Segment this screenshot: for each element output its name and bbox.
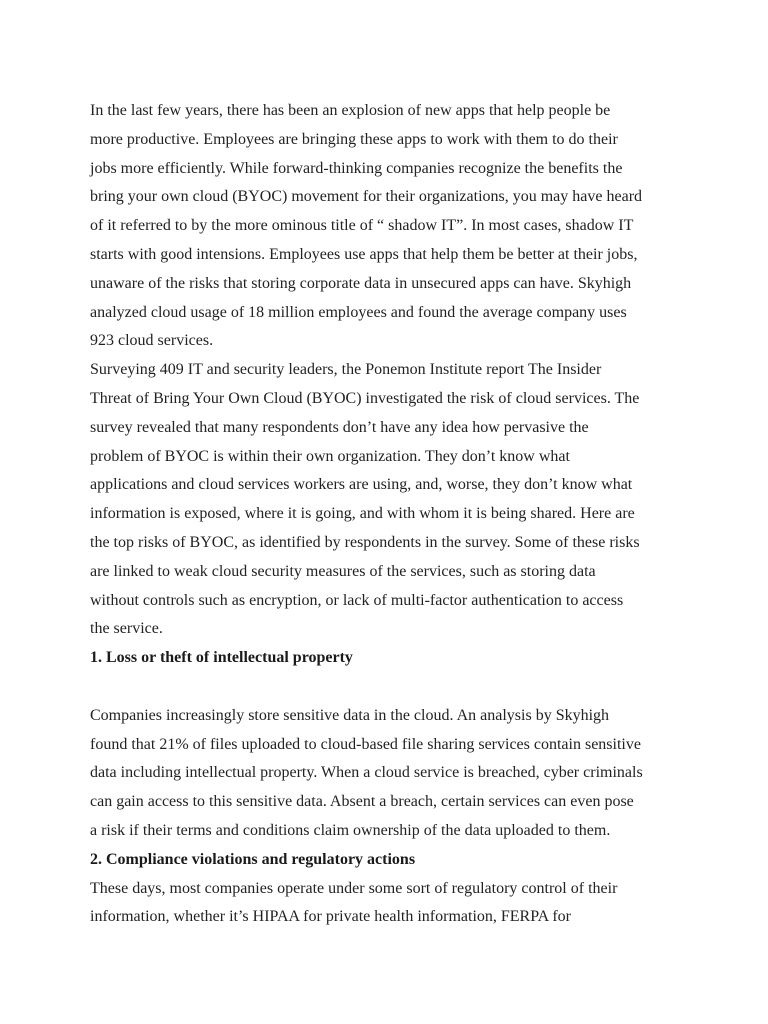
- text-line: found that 21% of files uploaded to cloud-based file sharing services contain sensitive: [90, 735, 641, 753]
- text-line: are linked to weak cloud security measures of the services, such as storing data: [90, 562, 596, 580]
- text-line: analyzed cloud usage of 18 million employees and found the average company uses: [90, 303, 627, 321]
- paragraph: [90, 356, 690, 644]
- text-line: problem of BYOC is within their own organization. They don’t know what: [90, 447, 570, 465]
- text-line: bring your own cloud (BYOC) movement for their organizations, you may have heard: [90, 188, 643, 206]
- text-line: without controls such as encryption, or lack of multi-factor authentication to access: [90, 591, 624, 609]
- text-line: information is exposed, where it is going, and with whom it is being shared. Here are: [90, 505, 635, 523]
- text-line: survey revealed that many respondents don’t have any idea how pervasive the: [90, 418, 589, 436]
- text-line: Companies increasingly store sensitive data in the cloud. An analysis by Skyhigh: [90, 706, 610, 724]
- text-line: starts with good intensions. Employees use apps that help them be better at their jobs,: [90, 245, 638, 263]
- text-line: can gain access to this sensitive data. Absent a breach, certain services can even pose: [90, 793, 634, 811]
- text-line: a risk if their terms and conditions claim ownership of the data uploaded to them.: [90, 821, 611, 839]
- text-line: 923 cloud services.: [90, 332, 214, 350]
- paragraph: [90, 875, 690, 933]
- section-heading: 2. Compliance violations and regulatory actions: [90, 850, 416, 868]
- text-line: the service.: [90, 620, 163, 638]
- text-line: information, whether it’s HIPAA for private health information, FERPA for: [90, 908, 571, 926]
- text-line: unaware of the risks that storing corporate data in unsecured apps can have. Skyhigh: [90, 274, 632, 292]
- text-line: of it referred to by the more ominous title of “ shadow IT”. In most cases, shadow IT: [90, 217, 634, 235]
- text-line: These days, most companies operate under some sort of regulatory control of their: [90, 879, 618, 897]
- text-line: more productive. Employees are bringing these apps to work with them to do their: [90, 130, 618, 148]
- text-line: the top risks of BYOC, as identified by respondents in the survey. Some of these risks: [90, 533, 640, 551]
- text-line: Threat of Bring Your Own Cloud (BYOC) investigated the risk of cloud services. The: [90, 389, 640, 407]
- paragraph: [90, 97, 690, 356]
- section-heading: 1. Loss or theft of intellectual property: [90, 649, 353, 667]
- document-body: [90, 97, 690, 932]
- paragraph: [90, 702, 690, 846]
- text-line: data including intellectual property. When a cloud service is breached, cyber criminals: [90, 764, 643, 782]
- text-line: In the last few years, there has been an explosion of new apps that help people be: [90, 102, 611, 119]
- text-line: jobs more efficiently. While forward-thinking companies recognize the benefits the: [90, 159, 623, 177]
- blank-line: [90, 673, 690, 702]
- text-line: Surveying 409 IT and security leaders, the Ponemon Institute report The Insider: [90, 361, 602, 379]
- text-line: applications and cloud services workers are using, and, worse, they don’t know what: [90, 476, 633, 494]
